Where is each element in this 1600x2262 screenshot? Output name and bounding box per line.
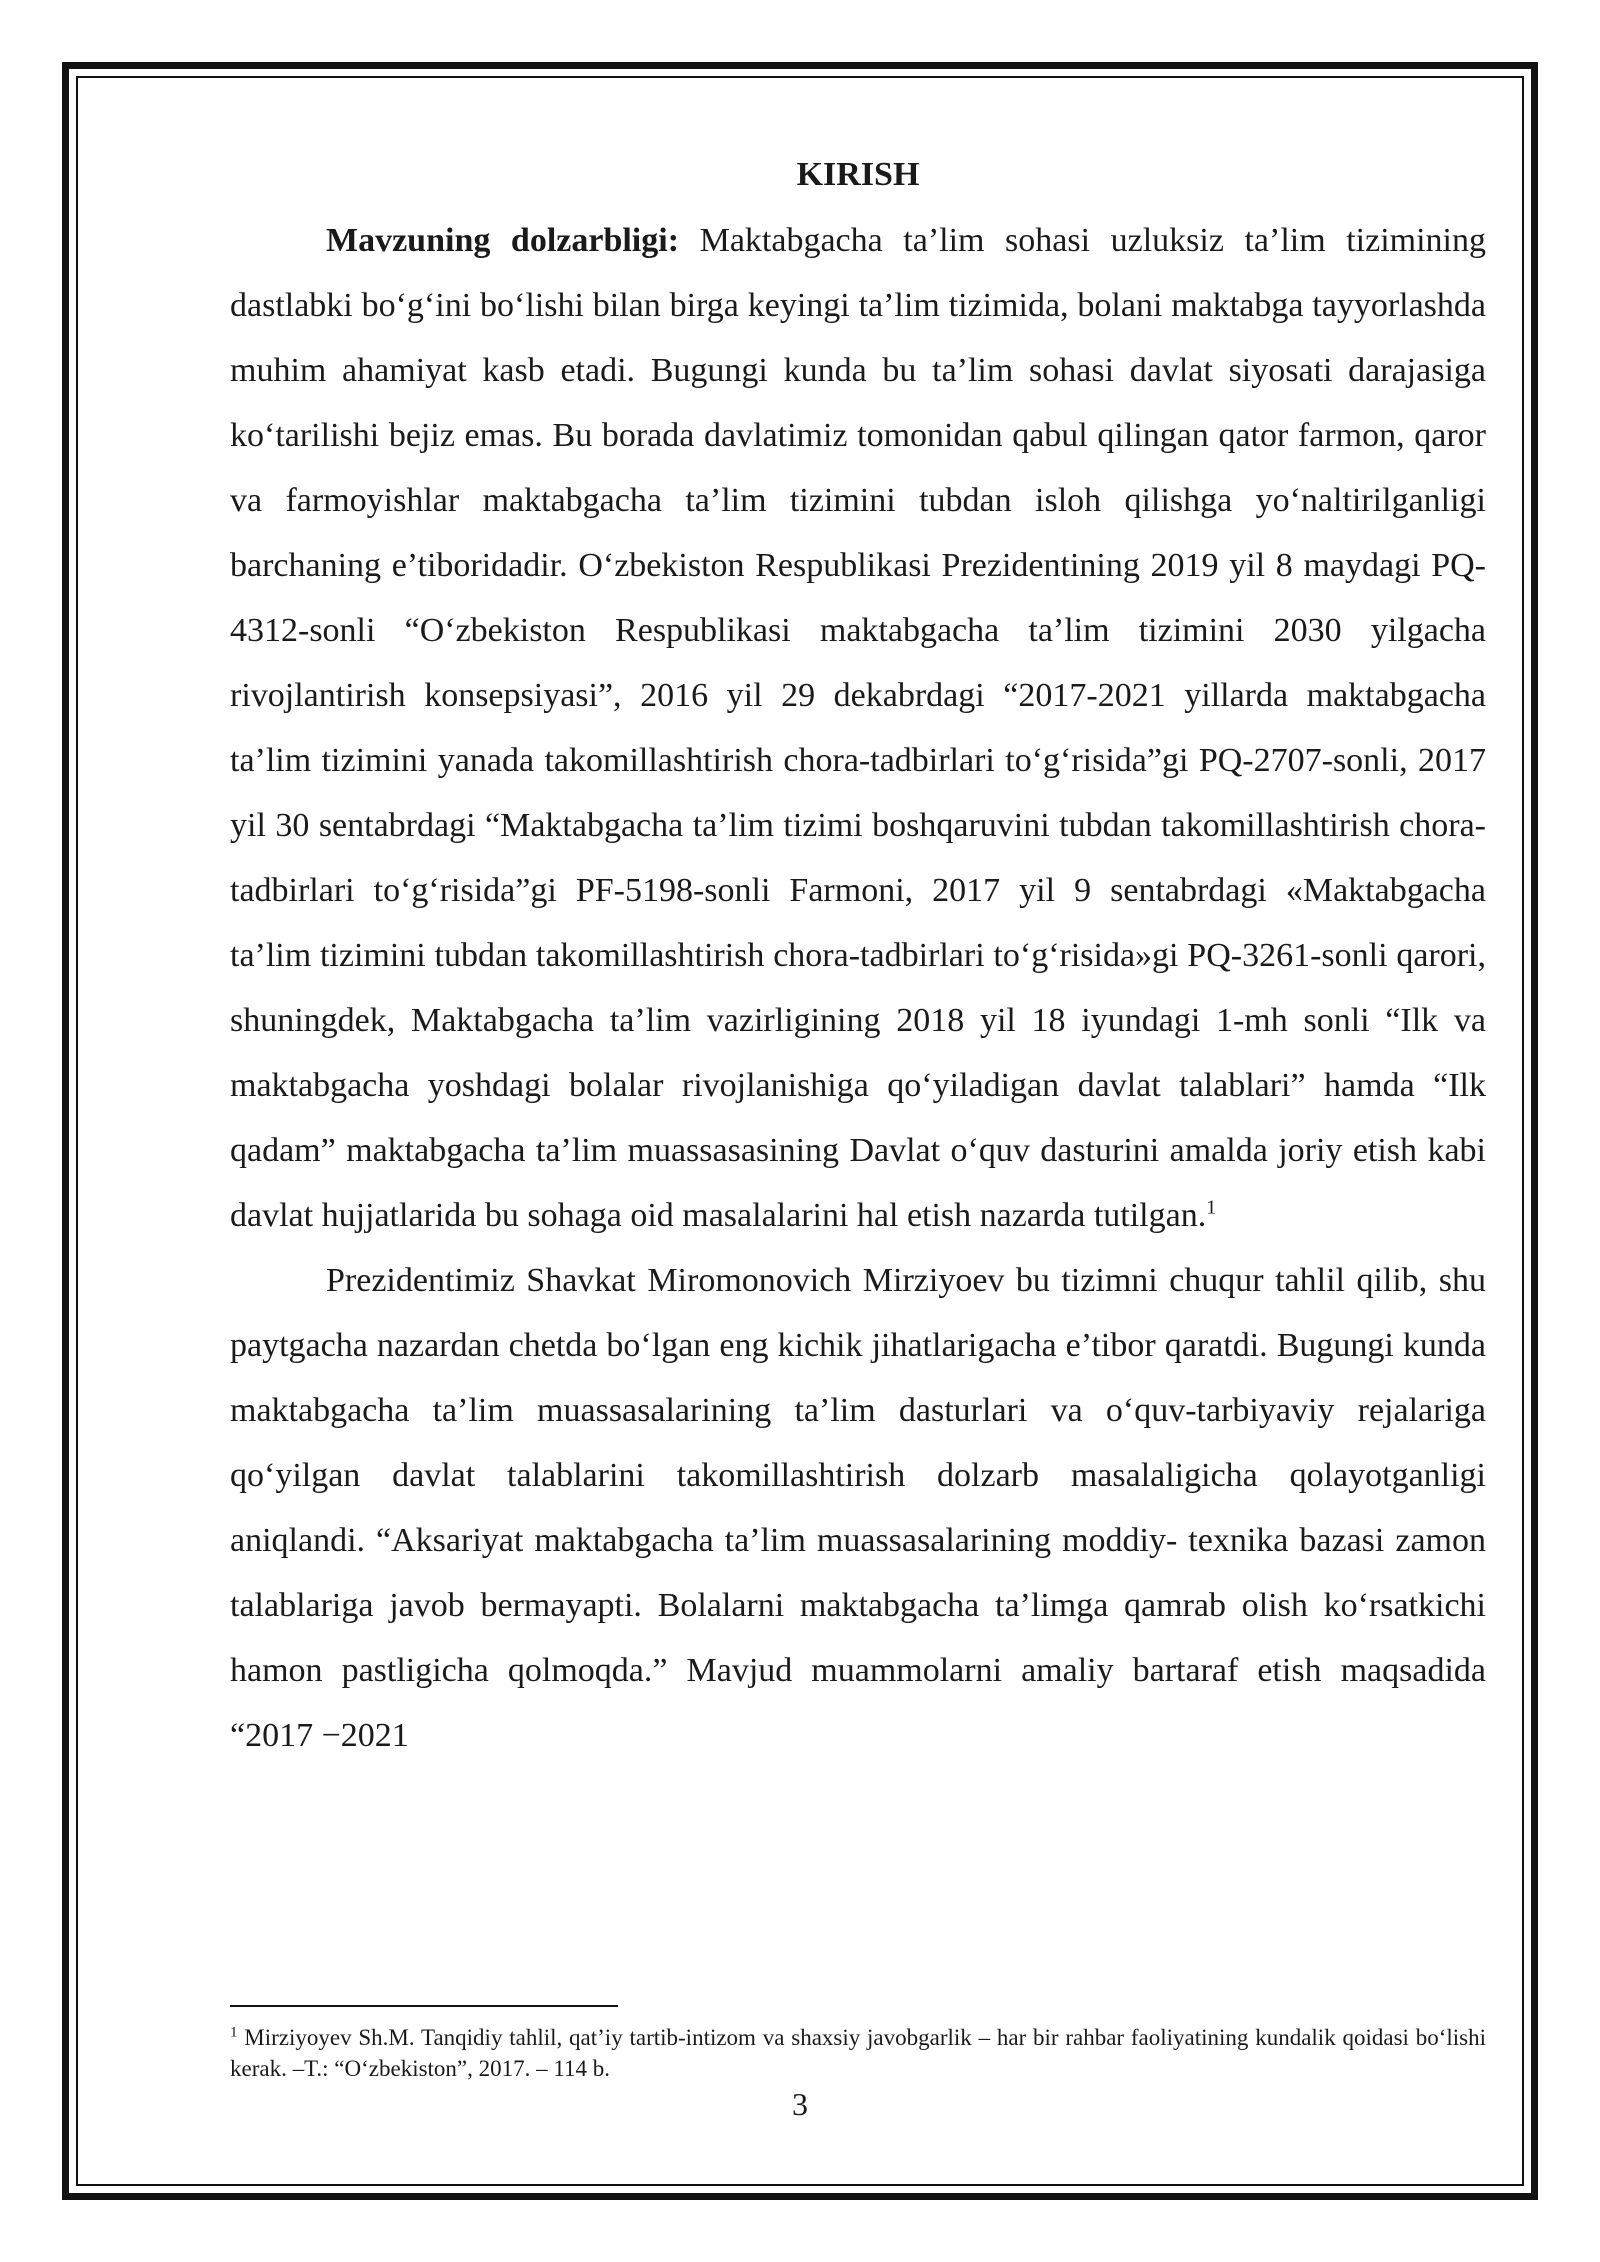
footnote-reference[interactable]: 1 [1206,1196,1217,1219]
paragraph-president: Prezidentimiz Shavkat Miromonovich Mirziyoev bu tizimni chuqur tahlil qilib, shu paytgacha nazardan chetda bo‘lgan eng kichik jihatlarigacha e’tibor qaratdi. Bugungi kunda maktabgacha ta’lim muassasalarining ta’lim dasturlari va o‘quv-tarbiyaviy rejalariga qo‘yilgan davlat talablarini takomillashtirish dolzarb masalaligicha qolayotganligi aniqlandi. “Aksariyat maktabgacha ta’lim muassasalarining moddiy- texnika bazasi zamon talablariga javob bermayapti. Bolalarni maktabgacha ta’limga qamrab olish ko‘rsatkichi hamon pastligicha qolmoqda.” Mavjud muammolarni amaliy bartaraf etish maqsadida “2017 −2021 [230,1262,1486,1754]
footnote [230,2022,1486,2084]
footnote-text: Mirziyoyev Sh.M. Tanqidiy tahlil, qat’iy tartib-intizom va shaxsiy javobgarlik – har bir rahbar faoliyatining kundalik qoidasi bo‘lishi kerak. –T.: “O‘zbekiston”, 2017. – 114 b. [230,2025,1486,2081]
page-body [230,148,1486,1768]
paragraph-relevance [230,208,1486,1248]
section-heading: KIRISH [796,156,920,193]
paragraph-relevance-text: Maktabgacha ta’lim sohasi uzluksiz ta’lim tizimining dastlabki bo‘g‘ini bo‘lishi bilan birga keyingi ta’lim tizimida, bolani maktabga tayyorlashda muhim ahamiyat kasb etadi. Bugungi kunda bu ta’lim sohasi davlat siyosati darajasiga ko‘tarilishi bejiz emas. Bu borada davlatimiz tomonidan qabul qilingan qator farmon, qaror va farmoyishlar maktabgacha ta’lim tizimini tubdan isloh qilishga yo‘naltirilganligi barchaning e’tiboridadir. O‘zbekiston Respublikasi Prezidentining 2019 yil 8 maydagi PQ-4312-sonli “O‘zbekiston Respublikasi maktabgacha ta’lim tizimini 2030 yilgacha rivojlantirish konsepsiyasi”, 2016 yil 29 dekabrdagi “2017-2021 yillarda maktabgacha ta’lim tizimini yanada takomillashtirish chora-tadbirlari to‘g‘risida”gi PQ-2707-sonli, 2017 yil 30 sentabrdagi “Maktabgacha ta’lim tizimi boshqaruvini tubdan takomillashtirish chora-tadbirlari to‘g‘risida”gi PF-5198-sonli Farmoni, 2017 yil 9 sentabrdagi «Maktabgacha ta’lim tizimini tubdan takomillashtirish chora-tadbirlari to‘g‘risida»gi PQ-3261-sonli qarori, shuningdek, Maktabgacha ta’lim vazirligining 2018 yil 18 iyundagi 1-mh sonli “Ilk va maktabgacha yoshdagi bolalar rivojlanishiga qo‘yiladigan davlat talablari” hamda “Ilk qadam” maktabgacha ta’lim muassasasining Davlat o‘quv dasturini amalda joriy etish kabi davlat hujjatlarida bu sohaga oid masalalarini hal etish nazarda tutilgan. [230,222,1486,1234]
paragraph-lead: Mavzuning dolzarbligi: [326,222,680,259]
page-number: 3 [792,2086,808,2122]
footnote-separator [230,2005,618,2007]
footnote-number: 1 [230,2024,238,2041]
